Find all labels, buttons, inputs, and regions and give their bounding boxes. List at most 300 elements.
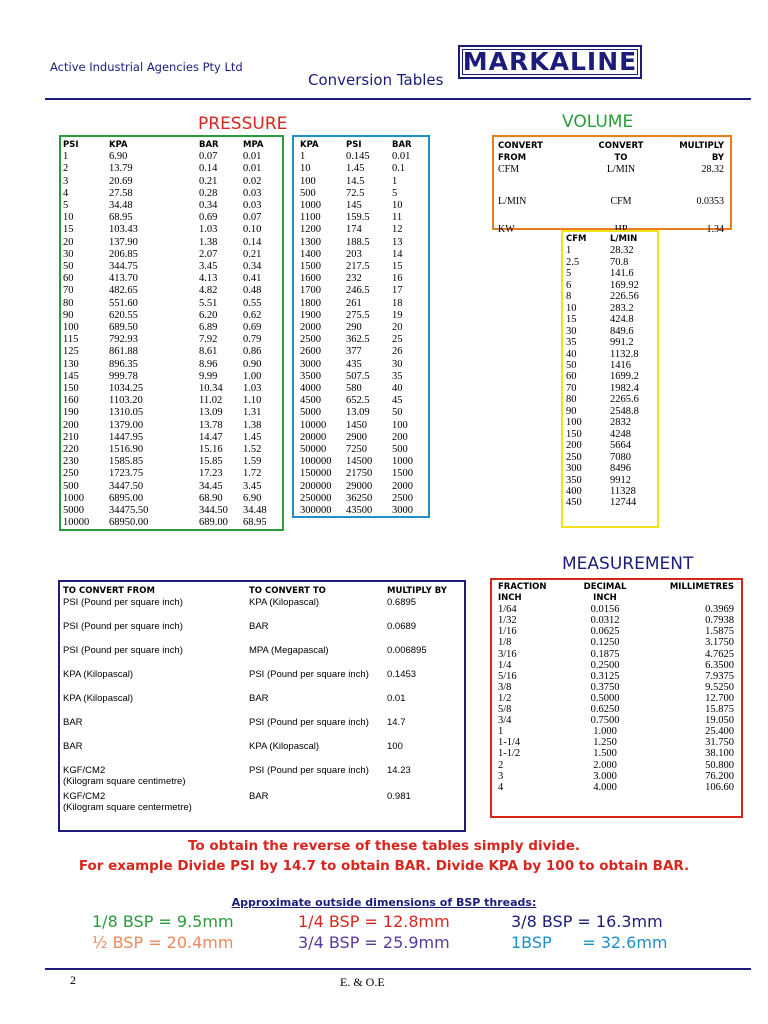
table-cell: 11.02	[199, 395, 223, 407]
table-cell: 8.61	[199, 346, 218, 358]
table-cell: 190	[63, 407, 79, 419]
table-cell: 500	[63, 480, 79, 492]
table-cell: 130	[63, 358, 79, 370]
table-cell: 1000	[300, 200, 321, 212]
page-number: 2	[70, 973, 76, 987]
unit-conversion-row	[63, 621, 463, 645]
table-cell: 19.050	[705, 715, 734, 727]
pressure-row	[63, 237, 279, 249]
table-cell: 275.5	[346, 309, 370, 321]
table-cell: 1	[566, 245, 572, 257]
table-cell: 1132.8	[610, 348, 639, 360]
table-cell: 0.21	[243, 248, 262, 260]
table-cell: 14.47	[199, 431, 223, 443]
convert-to-cell: KPA (Kilopascal)	[249, 741, 320, 752]
table-cell: 1600	[300, 273, 321, 285]
pressure-row	[63, 395, 279, 407]
table-cell: 0.10	[243, 224, 262, 236]
table-cell: 30	[566, 325, 577, 337]
table-cell: 80	[63, 297, 74, 309]
bsp-item: 3/8 BSP = 16.3mm	[511, 912, 663, 931]
table-cell: 34475.50	[109, 505, 149, 517]
example-note: For example Divide PSI by 14.7 to obtain BAR. Divide KPA by 100 to obtain BAR.	[78, 858, 690, 874]
table-cell: 188.5	[346, 236, 370, 248]
table-cell: 0.145	[346, 151, 370, 163]
cfm-row	[566, 337, 654, 348]
table-cell: 70	[566, 382, 577, 394]
measurement-row	[498, 771, 734, 782]
table-cell: 232	[346, 273, 362, 285]
brand-logo: MARKALINE	[458, 45, 642, 79]
cfm-row	[566, 475, 654, 486]
pressure-heading: PRESSURE	[198, 114, 288, 134]
table-cell: 3500	[300, 370, 321, 382]
table-cell: HP	[614, 224, 628, 235]
table-cell: 1400	[300, 248, 321, 260]
convert-from-cell: BAR	[63, 741, 83, 752]
table-cell: 482.65	[109, 285, 138, 297]
table-cell: 1.000	[593, 726, 617, 738]
unit-conversion-table	[63, 586, 463, 817]
table-cell: 2265.6	[610, 394, 639, 406]
table-cell: 0.0625	[590, 626, 620, 638]
cfm-row	[566, 245, 654, 256]
pressure-row	[63, 249, 279, 261]
table-cell: 1.00	[243, 370, 262, 382]
table-cell: 10	[300, 163, 311, 175]
table-cell: 150000	[300, 468, 332, 480]
table-cell: 1000	[392, 456, 413, 468]
table-cell: 4.82	[199, 285, 218, 297]
kpa-row	[300, 407, 426, 419]
kpa-col-header: PSI	[346, 140, 362, 150]
table-cell: 145	[346, 200, 362, 212]
table-cell: 2500	[300, 334, 321, 346]
convert-col-header: CONVERT TO	[598, 141, 644, 163]
table-cell: 27.58	[109, 187, 133, 199]
table-cell: 1	[300, 151, 306, 163]
table-cell: 0.03	[243, 187, 262, 199]
convert-from-cell: KPA (Kilopascal)	[63, 669, 134, 680]
table-cell: 7080	[610, 451, 631, 463]
unit-conversion-row	[63, 693, 463, 717]
table-cell: 1379.00	[109, 419, 144, 431]
convert-from-cell: PSI (Pound per square inch)	[63, 621, 183, 632]
table-cell: 200	[392, 431, 408, 443]
pressure-row	[63, 285, 279, 297]
table-cell: 5	[566, 268, 572, 280]
table-cell: 10000	[63, 517, 90, 529]
table-cell: 1700	[300, 285, 321, 297]
measurement-row	[498, 748, 734, 759]
convert-from-cell: BAR	[63, 717, 83, 728]
table-cell: 2	[498, 759, 504, 771]
table-cell: 1/32	[498, 615, 517, 627]
table-cell: 991.2	[610, 337, 634, 349]
table-cell: 283.2	[610, 302, 634, 314]
kpa-col-header: KPA	[300, 140, 319, 150]
table-cell: 0.0156	[590, 604, 620, 616]
cfm-row	[566, 303, 654, 314]
table-cell: KW	[498, 224, 515, 235]
convert-col-header: CONVERT FROM	[498, 141, 543, 163]
table-cell: 50.800	[705, 759, 734, 771]
table-cell: 551.60	[109, 297, 138, 309]
table-cell: 896.35	[109, 358, 138, 370]
pressure-row	[63, 212, 279, 224]
measurement-row	[498, 660, 734, 671]
table-cell: 1800	[300, 297, 321, 309]
table-cell: 1447.95	[109, 431, 144, 443]
multiply-by-cell: 0.6895	[387, 597, 417, 608]
kpa-row	[300, 200, 426, 212]
kpa-row	[300, 493, 426, 505]
table-cell: 6.89	[199, 322, 218, 334]
cfm-col-header: CFM	[566, 234, 587, 244]
table-cell: CFM	[610, 196, 632, 207]
table-cell: 500	[300, 187, 316, 199]
table-cell: 90	[566, 405, 577, 417]
table-cell: 1723.75	[109, 468, 144, 480]
table-cell: 12744	[610, 497, 637, 509]
measurement-row	[498, 671, 734, 682]
table-cell: 2500	[392, 492, 413, 504]
table-cell: 4.13	[199, 273, 218, 285]
measurement-row	[498, 726, 734, 737]
table-cell: 300000	[300, 505, 332, 517]
table-cell: 0.79	[243, 334, 262, 346]
pressure-row	[63, 200, 279, 212]
multiply-by-cell: 100	[387, 741, 403, 752]
table-cell: 206.85	[109, 248, 138, 260]
cfm-row	[566, 463, 654, 474]
table-cell: 246.5	[346, 285, 370, 297]
table-cell: 45	[392, 395, 403, 407]
table-cell: 250000	[300, 492, 332, 504]
pressure-col-header: MPA	[243, 140, 264, 150]
measurement-row	[498, 626, 734, 637]
table-cell: 0.01	[243, 151, 262, 163]
table-cell: 1/2	[498, 692, 512, 704]
unit-conversion-row	[63, 717, 463, 741]
pressure-row	[63, 298, 279, 310]
table-cell: 7.92	[199, 334, 218, 346]
table-cell: 1.38	[199, 236, 218, 248]
kpa-row	[300, 273, 426, 285]
table-cell: 0.0312	[590, 615, 620, 627]
table-cell: 137.90	[109, 236, 138, 248]
table-cell: 999.78	[109, 370, 138, 382]
table-cell: 1300	[300, 236, 321, 248]
measure-col-header: DECIMAL INCH	[583, 582, 627, 604]
table-cell: 17	[392, 285, 403, 297]
table-cell: 76.200	[705, 770, 734, 782]
kpa-row	[300, 346, 426, 358]
units-col-header: TO CONVERT FROM	[63, 586, 155, 596]
bsp-item: 1/4 BSP = 12.8mm	[298, 912, 450, 931]
convert-from-cell: KGF/CM2 (Kilogram square centimetre)	[63, 765, 186, 787]
pressure-row	[63, 517, 279, 529]
table-cell: 4	[498, 781, 504, 793]
table-cell: 0.7500	[590, 715, 620, 727]
table-cell: 68.90	[199, 492, 223, 504]
table-cell: 1/4	[498, 659, 512, 671]
pressure-row	[63, 261, 279, 273]
table-cell: 1/64	[498, 604, 517, 616]
table-cell: 1.03	[243, 383, 262, 395]
table-cell: 203	[346, 248, 362, 260]
convert-to-cell: BAR	[249, 693, 269, 704]
table-cell: 0.34	[243, 261, 262, 273]
pressure-row	[63, 310, 279, 322]
table-cell: 689.00	[199, 517, 228, 529]
kpa-row	[300, 383, 426, 395]
table-cell: 0.01	[243, 163, 262, 175]
table-cell: 5	[392, 187, 398, 199]
pressure-col-header: PSI	[63, 140, 79, 150]
table-cell: 68950.00	[109, 517, 149, 529]
table-cell: 5000	[63, 505, 84, 517]
table-cell: 50	[392, 407, 403, 419]
table-cell: 100	[566, 417, 582, 429]
multiply-by-cell: 14.7	[387, 717, 406, 728]
table-cell: 0.28	[199, 187, 218, 199]
table-cell: 6895.00	[109, 492, 144, 504]
table-cell: 0.3750	[590, 681, 620, 693]
table-cell: 106.60	[705, 781, 734, 793]
cfm-row	[566, 349, 654, 360]
table-cell: 4.000	[593, 781, 617, 793]
table-cell: 60	[63, 273, 74, 285]
table-cell: 150	[566, 428, 582, 440]
cfm-row	[566, 268, 654, 279]
pressure-row	[63, 493, 279, 505]
table-cell: 174	[346, 224, 362, 236]
table-cell: 3000	[392, 505, 413, 517]
table-cell: 200000	[300, 480, 332, 492]
table-cell: 169.92	[610, 279, 639, 291]
table-cell: 1310.05	[109, 407, 144, 419]
table-cell: 15	[63, 224, 74, 236]
table-cell: 344.75	[109, 261, 138, 273]
pressure-row	[63, 505, 279, 517]
kpa-row	[300, 163, 426, 175]
table-cell: 43500	[346, 505, 373, 517]
table-cell: 2000	[300, 322, 321, 334]
convert-to-cell: PSI (Pound per square inch)	[249, 717, 369, 728]
measurement-row	[498, 715, 734, 726]
table-cell: 210	[63, 431, 79, 443]
table-cell: 150	[63, 383, 79, 395]
table-cell: 14	[392, 248, 403, 260]
table-cell: 0.0353	[696, 196, 724, 207]
table-cell: 3.45	[243, 480, 262, 492]
table-cell: 6.3500	[705, 659, 734, 671]
cfm-row	[566, 314, 654, 325]
table-cell: 507.5	[346, 370, 370, 382]
table-cell: 1416	[610, 359, 631, 371]
kpa-col-header: BAR	[392, 140, 412, 150]
table-cell: 15	[566, 314, 577, 326]
table-cell: 1.10	[243, 395, 262, 407]
table-cell: 300	[566, 463, 582, 475]
table-cell: 652.5	[346, 395, 370, 407]
table-cell: 1000	[63, 492, 84, 504]
table-cell: 1516.90	[109, 444, 144, 456]
unit-conversion-row	[63, 765, 463, 791]
table-cell: 0.34	[199, 200, 218, 212]
table-cell: 35	[392, 370, 403, 382]
cfm-row	[566, 406, 654, 417]
table-cell: 100	[63, 322, 79, 334]
measurement-row	[498, 637, 734, 648]
table-cell: 3000	[300, 358, 321, 370]
measurement-row	[498, 604, 734, 615]
pressure-row	[63, 432, 279, 444]
kpa-row	[300, 432, 426, 444]
convert-to-cell: MPA (Megapascal)	[249, 645, 329, 656]
volume-convert-table	[498, 140, 724, 244]
table-cell: 2600	[300, 346, 321, 358]
table-cell: 0.07	[243, 212, 262, 224]
kpa-row	[300, 359, 426, 371]
pressure-row	[63, 224, 279, 236]
table-cell: 3.000	[593, 770, 617, 782]
table-cell: 34.48	[109, 200, 133, 212]
kpa-row	[300, 481, 426, 493]
table-cell: 620.55	[109, 309, 138, 321]
pressure-col-header: KPA	[109, 140, 128, 150]
table-cell: 1.31	[243, 407, 262, 419]
table-cell: 849.6	[610, 325, 634, 337]
pressure-row	[63, 420, 279, 432]
table-cell: 26	[392, 346, 403, 358]
table-cell: 0.1875	[590, 648, 620, 660]
table-cell: 450	[566, 497, 582, 509]
table-cell: 226.56	[610, 291, 639, 303]
table-cell: 1699.2	[610, 371, 639, 383]
table-cell: 792.93	[109, 334, 138, 346]
measurement-row	[498, 682, 734, 693]
units-col-header: MULTIPLY BY	[387, 586, 447, 596]
table-cell: 34.48	[243, 505, 267, 517]
table-cell: 1	[63, 151, 69, 163]
kpa-row	[300, 212, 426, 224]
table-cell: 0.7938	[705, 615, 734, 627]
pressure-row	[63, 456, 279, 468]
convert-row	[498, 164, 724, 188]
pressure-row	[63, 346, 279, 358]
table-cell: 31.750	[705, 737, 734, 749]
table-cell: 12.700	[705, 692, 734, 704]
table-cell: 344.50	[199, 505, 228, 517]
convert-to-cell: PSI (Pound per square inch)	[249, 765, 369, 776]
pressure-row	[63, 371, 279, 383]
table-cell: 30	[392, 358, 403, 370]
table-cell: 0.07	[199, 151, 218, 163]
kpa-row	[300, 310, 426, 322]
table-cell: 1034.25	[109, 383, 144, 395]
table-cell: 15	[392, 261, 403, 273]
table-cell: 1982.4	[610, 382, 639, 394]
table-cell: 424.8	[610, 314, 634, 326]
table-cell: 25.400	[705, 726, 734, 738]
table-cell: 1.38	[243, 419, 262, 431]
convert-to-cell: KPA (Kilopascal)	[249, 597, 320, 608]
table-cell: 8.96	[199, 358, 218, 370]
table-cell: 8496	[610, 463, 631, 475]
convert-col-header: MULTIPLY BY	[679, 141, 724, 163]
table-cell: 230	[63, 456, 79, 468]
table-cell: 14500	[346, 456, 373, 468]
table-cell: 20	[63, 236, 74, 248]
kpa-table	[300, 139, 426, 517]
table-cell: 145	[63, 370, 79, 382]
table-cell: 2	[63, 163, 69, 175]
table-cell: 5/8	[498, 704, 512, 716]
table-cell: 3/8	[498, 681, 512, 693]
table-cell: 1450	[346, 419, 367, 431]
bsp-item: ½ BSP = 20.4mm	[92, 933, 234, 952]
kpa-row	[300, 249, 426, 261]
bsp-item: 1BSP = 32.6mm	[511, 933, 668, 952]
table-cell: 40	[392, 383, 403, 395]
pressure-row	[63, 322, 279, 334]
measurement-row	[498, 693, 734, 704]
table-cell: 4	[63, 187, 69, 199]
measurement-heading: MEASUREMENT	[562, 554, 694, 574]
table-cell: 1	[498, 726, 504, 738]
table-cell: L/MIN	[606, 164, 636, 175]
table-cell: 0.86	[243, 346, 262, 358]
table-cell: 9.5250	[705, 681, 734, 693]
table-cell: 3.1750	[705, 637, 734, 649]
table-cell: 5.51	[199, 297, 218, 309]
table-cell: 68.95	[243, 517, 267, 529]
pressure-row	[63, 468, 279, 480]
measurement-row	[498, 782, 734, 793]
convert-from-cell: PSI (Pound per square inch)	[63, 645, 183, 656]
table-cell: 0.01	[392, 151, 411, 163]
cfm-row	[566, 291, 654, 302]
table-cell: 1.52	[243, 444, 262, 456]
pressure-row	[63, 163, 279, 175]
table-cell: 1900	[300, 309, 321, 321]
reverse-note: To obtain the reverse of these tables simply divide.	[188, 838, 580, 854]
measurement-row	[498, 649, 734, 660]
table-cell: 1.59	[243, 456, 262, 468]
table-cell: 0.90	[243, 358, 262, 370]
table-cell: 30	[63, 248, 74, 260]
kpa-row	[300, 456, 426, 468]
kpa-row	[300, 420, 426, 432]
kpa-row	[300, 322, 426, 334]
pressure-table	[63, 139, 279, 530]
pressure-col-header: BAR	[199, 140, 219, 150]
table-cell: 413.70	[109, 273, 138, 285]
table-cell: 7250	[346, 444, 367, 456]
table-cell: 1585.85	[109, 456, 144, 468]
bsp-title: Approximate outside dimensions of BSP threads:	[231, 896, 537, 909]
cfm-row	[566, 360, 654, 371]
table-cell: 377	[346, 346, 362, 358]
table-cell: 18	[392, 297, 403, 309]
table-cell: CFM	[498, 164, 520, 175]
table-cell: 200	[566, 440, 582, 452]
table-cell: 3/16	[498, 648, 517, 660]
table-cell: 103.43	[109, 224, 138, 236]
table-cell: 2.07	[199, 248, 218, 260]
